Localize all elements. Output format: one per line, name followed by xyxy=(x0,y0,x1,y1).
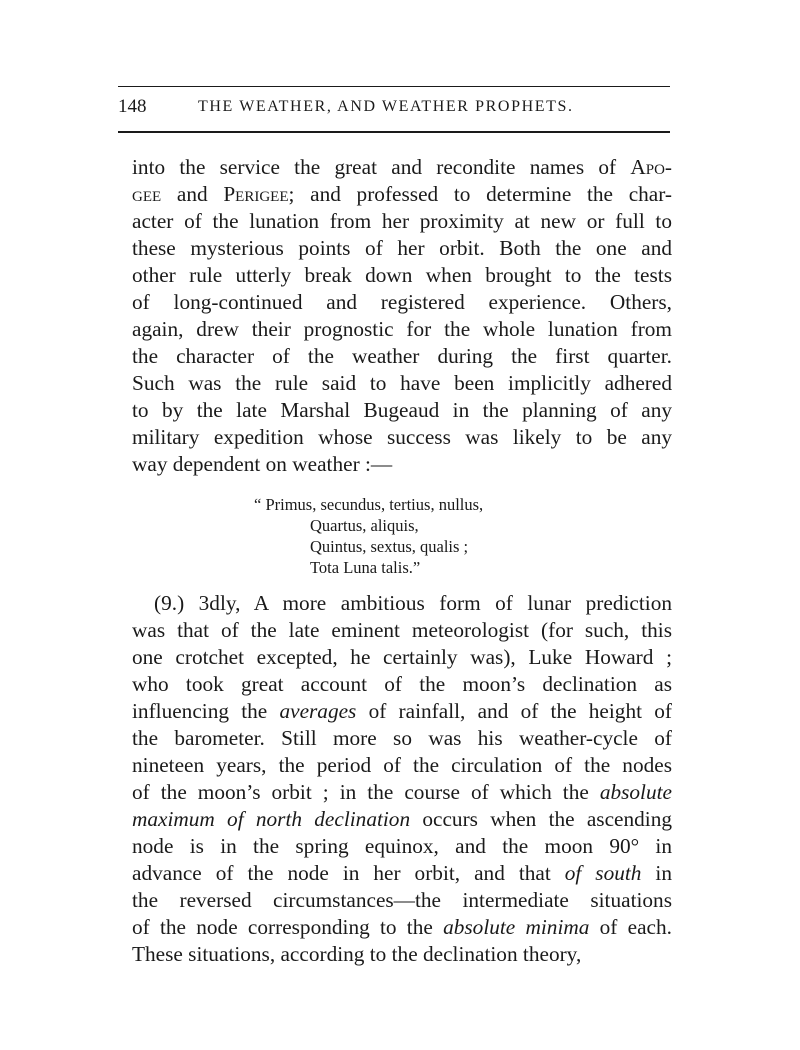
text-line xyxy=(132,451,672,478)
text-line xyxy=(132,208,672,235)
text-line xyxy=(132,806,672,833)
text-segment: acter of the lunation from her proximity at new or full to xyxy=(132,209,672,233)
text-segment: the barometer. Still more so was his weather-cycle of xyxy=(132,726,672,750)
text-segment: advance of the node in her orbit, and that xyxy=(132,861,565,885)
running-title: THE WEATHER, AND WEATHER PROPHETS. xyxy=(198,98,574,115)
header-bottom-rule xyxy=(118,131,670,133)
italic-emphasis: averages xyxy=(279,699,357,723)
italic-emphasis: maximum of north declination xyxy=(132,807,411,831)
text-segment: other rule utterly break down when brought to the tests xyxy=(132,263,672,287)
small-caps-term: gee xyxy=(132,182,162,206)
italic-emphasis: absolute xyxy=(599,780,672,804)
text-segment: these mysterious points of her orbit. Both the one and xyxy=(132,236,672,260)
text-line xyxy=(132,370,672,397)
text-segment: of rainfall, and of the height of xyxy=(356,699,672,723)
text-segment: influencing the xyxy=(132,699,280,723)
verse-line: “ Primus, secundus, tertius, nullus, xyxy=(254,495,484,514)
page-number: 148 xyxy=(118,96,147,117)
text-segment: who took great account of the moon’s declination as xyxy=(132,672,672,696)
text-line xyxy=(132,289,672,316)
text-line xyxy=(132,833,672,860)
text-line xyxy=(132,752,672,779)
text-segment: one crotchet excepted, he certainly was), Luke Howard ; xyxy=(132,645,672,669)
text-line xyxy=(132,590,672,617)
text-line xyxy=(132,914,672,941)
text-segment: in xyxy=(641,861,673,885)
text-line xyxy=(132,671,672,698)
text-line xyxy=(132,154,672,181)
text-segment: military expedition whose success was likely to be any xyxy=(132,425,672,449)
text-segment: node is in the spring equinox, and the moon 90° in xyxy=(132,834,672,858)
text-segment: of the node corresponding to the xyxy=(132,915,444,939)
italic-emphasis: of south xyxy=(564,861,642,885)
text-segment: occurs when the ascending xyxy=(410,807,673,831)
text-segment: of the moon’s orbit ; in the course of which the xyxy=(132,780,600,804)
running-header xyxy=(118,96,670,120)
text-line xyxy=(132,397,672,424)
text-line xyxy=(132,424,672,451)
text-line xyxy=(132,644,672,671)
text-line xyxy=(132,262,672,289)
text-segment: the character of the weather during the first quarter. xyxy=(132,344,672,368)
text-segment: the reversed circumstances—the intermediate situations xyxy=(132,888,672,912)
small-caps-term: Perigee xyxy=(223,182,289,206)
text-line xyxy=(132,941,672,968)
verse-line: Quartus, aliquis, xyxy=(310,516,419,535)
verse-line: Quintus, sextus, qualis ; xyxy=(310,537,469,556)
text-segment: of each. xyxy=(589,915,672,939)
text-segment: to by the late Marshal Bugeaud in the planning of any xyxy=(132,398,672,422)
text-line xyxy=(132,887,672,914)
text-line xyxy=(132,860,672,887)
header-top-rule xyxy=(118,86,670,87)
text-segment: again, drew their prognostic for the whole lunation from xyxy=(132,317,672,341)
text-line xyxy=(132,779,672,806)
text-segment: These situations, according to the declination theory, xyxy=(132,942,582,966)
text-line xyxy=(132,725,672,752)
paragraph-continuation xyxy=(132,154,672,478)
text-segment: (9.) 3dly, A more ambitious form of lunar prediction xyxy=(154,591,672,615)
text-segment: way dependent on weather :— xyxy=(132,452,393,476)
small-caps-term: Apo- xyxy=(630,155,672,179)
italic-emphasis: absolute minima xyxy=(443,915,590,939)
text-line xyxy=(132,235,672,262)
paragraph-lunar-prediction xyxy=(132,590,672,968)
text-line xyxy=(132,698,672,725)
text-segment: nineteen years, the period of the circulation of the nodes xyxy=(132,753,672,777)
latin-verse-quotation xyxy=(254,494,483,578)
text-line xyxy=(132,617,672,644)
text-segment: and xyxy=(161,182,224,206)
text-segment: of long-continued and registered experience. Others, xyxy=(132,290,672,314)
text-segment: into the service the great and recondite names of xyxy=(132,155,631,179)
text-segment: Such was the rule said to have been implicitly adhered xyxy=(132,371,672,395)
text-line xyxy=(132,181,672,208)
verse-line: Tota Luna talis.” xyxy=(310,558,421,577)
text-segment: was that of the late eminent meteorologist (for such, this xyxy=(132,618,672,642)
text-line xyxy=(132,343,672,370)
text-line xyxy=(132,316,672,343)
text-segment: ; and professed to determine the char- xyxy=(288,182,673,206)
